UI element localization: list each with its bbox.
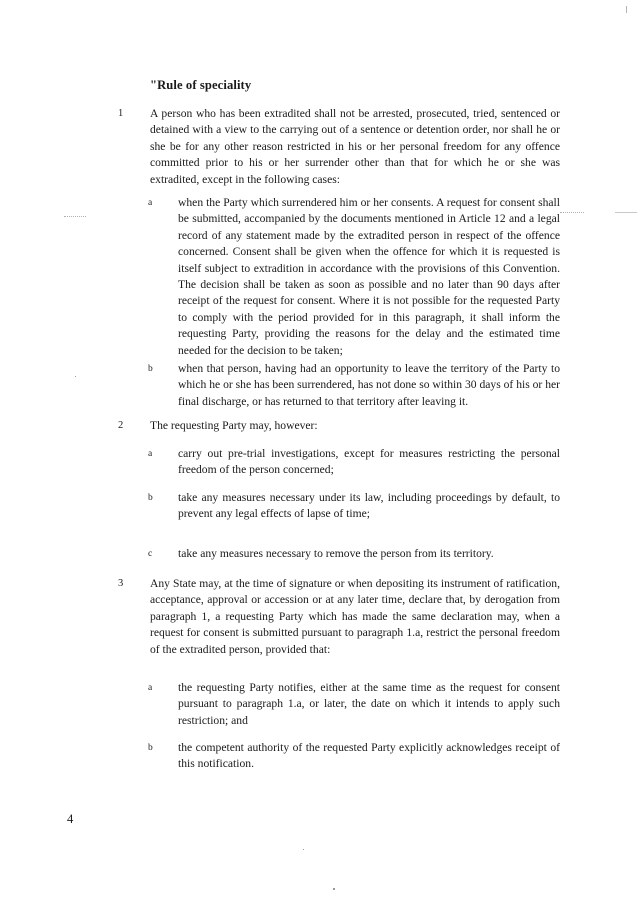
scan-artifact-left [64,216,86,217]
section-heading: "Rule of speciality [150,78,252,92]
scan-artifact-right-line [615,212,637,213]
paragraph-2-text: The requesting Party may, however: [150,419,318,432]
paragraph-2b-text: take any measures necessary under its law, including proceedings by default, to prevent any legal effects of lapse of time; [178,491,560,521]
paragraph-2-number: 2 [118,420,124,431]
paragraph-3-number: 3 [118,578,124,589]
paragraph-1-text: A person who has been extradited shall not be arrested, prosecuted, tried, sentenced or detained with a view to the carrying out of a sentence or detention order, nor shall he or she be for any other reason restricted in his or her personal freedom for any offence committed prior to his or her surrender other than that for which he or she was extradited, except in the following cases: [150,107,560,186]
paragraph-2c-text: take any measures necessary to remove the person from its territory. [178,547,494,560]
paragraph-1b-text: when that person, having had an opportunity to leave the territory of the Party to which he or she has been surrendered, has not done so within 30 days of his or her final discharge, or has returned to that territory after leaving it. [178,362,560,408]
page-number: 4 [67,812,74,826]
paragraph-2a-text: carry out pre-trial investigations, except for measures restricting the personal freedom of the person concerned; [178,447,560,477]
paragraph-2a-letter: a [148,449,153,459]
paragraph-1a-letter: a [148,198,153,208]
paragraph-2c-letter: c [148,549,153,559]
paragraph-3b-letter: b [148,743,153,753]
scan-artifact-speck [303,849,304,850]
paragraph-2b-letter: b [148,493,153,503]
scan-artifact-right-dots [560,212,584,213]
paragraph-1a-text: when the Party which surrendered him or her consents. A request for consent shall be submitted, accompanied by the documents mentioned in Article 12 and a legal record of any statement made by the extradited person in respect of the offence concerned. Consent shall be given when the offence for which it is requested is itself subject to extradition in accordance with the provisions of this Convention. The decision shall be taken as soon as possible and no later than 90 days after receipt of the request for consent. Where it is not possible for the requested Party to comply with the period provided for in this paragraph, it shall inform the requesting Party, providing the reasons for the delay and the estimated time needed for the decision to be taken; [178,196,560,357]
scan-artifact-top [626,6,627,13]
paragraph-1-number: 1 [118,108,124,119]
scan-artifact-bottom [333,888,335,890]
paragraph-3a-text: the requesting Party notifies, either at the same time as the request for consent pursuant to paragraph 1.a, or later, the date on which it intends to apply such restriction; and [178,681,560,727]
paragraph-1b-letter: b [148,364,153,374]
paragraph-3-text: Any State may, at the time of signature or when depositing its instrument of ratification, acceptance, approval or accession or at any later time, declare that, by derogation from paragraph 1, a requesting Party which has made the same declaration may, when a request for consent is submitted pursuant to paragraph 1.a, restrict the personal freedom of the extradited person, provided that: [150,577,560,656]
paragraph-3a-letter: a [148,683,153,693]
scan-artifact-speck-left [75,376,76,377]
paragraph-3b-text: the competent authority of the requested Party explicitly acknowledges receipt of this notification. [178,741,560,771]
